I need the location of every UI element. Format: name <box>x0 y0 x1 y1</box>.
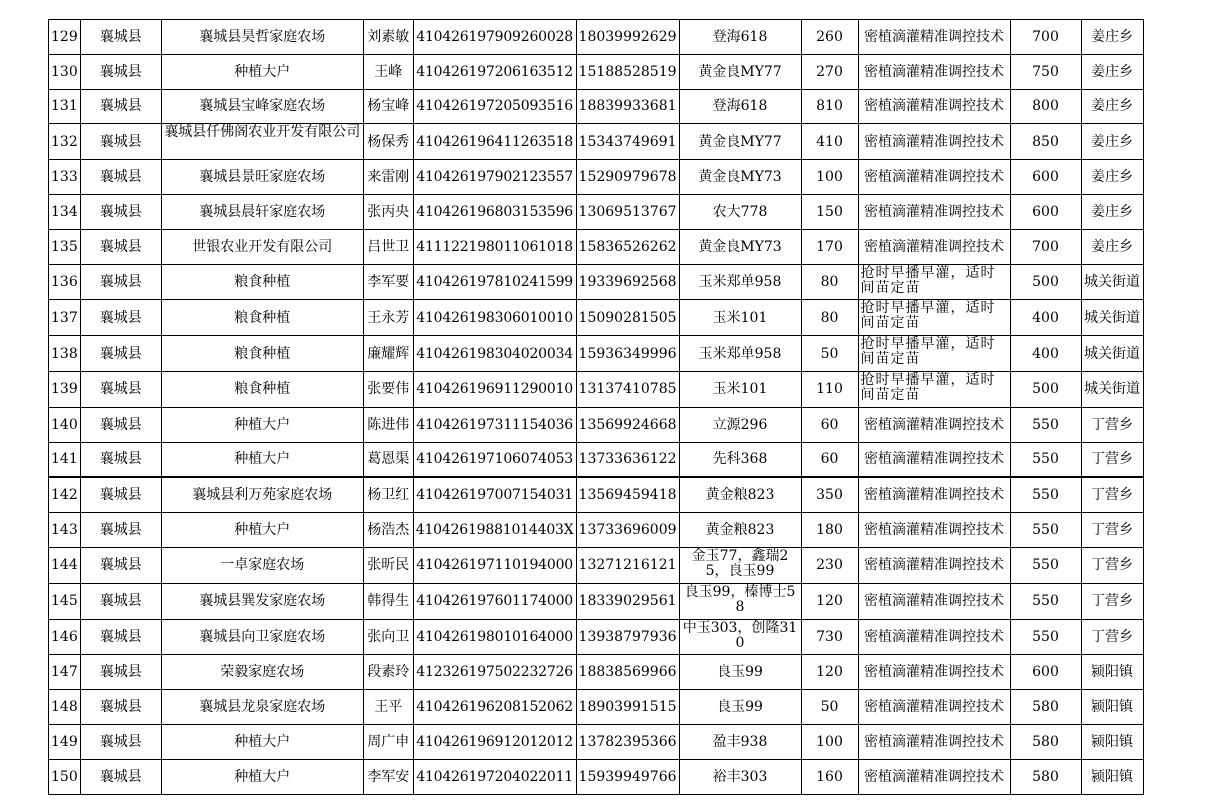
table-row <box>49 54 1144 89</box>
phone-cell: 13069513767 <box>576 194 679 229</box>
county-cell: 襄城县 <box>80 690 161 725</box>
phone-cell: 15343749691 <box>576 124 679 160</box>
area-cell: 120 <box>801 655 858 690</box>
technique-cell: 密植滴灌精准调控技术 <box>858 759 1010 794</box>
township-cell: 丁营乡 <box>1081 442 1143 477</box>
entity-cell: 种植大户 <box>161 407 363 442</box>
contact-name-cell: 杨浩杰 <box>363 513 413 548</box>
county-cell: 襄城县 <box>80 20 161 55</box>
yield-cell: 550 <box>1010 583 1081 619</box>
variety-cell: 黄金粮823 <box>679 513 801 548</box>
area-cell: 120 <box>801 583 858 619</box>
row-number-cell: 142 <box>49 477 81 512</box>
township-cell: 姜庄乡 <box>1081 194 1143 229</box>
area-cell: 110 <box>801 371 858 407</box>
contact-name-cell: 杨卫红 <box>363 477 413 512</box>
id-number-cell: 410426197206163512 <box>413 54 576 89</box>
technique-cell: 密植滴灌精准调控技术 <box>858 547 1010 583</box>
entity-cell: 襄城县宝峰家庭农场 <box>161 89 363 124</box>
entity-cell: 襄城县昊哲家庭农场 <box>161 20 363 55</box>
table-row <box>49 336 1144 372</box>
area-cell: 260 <box>801 20 858 55</box>
entity-cell: 世银农业开发有限公司 <box>161 229 363 264</box>
technique-cell: 抢时早播早灌，适时间苗定苗 <box>858 300 1010 336</box>
contact-name-cell: 张向卫 <box>363 619 413 655</box>
contact-name-cell: 张丙央 <box>363 194 413 229</box>
county-cell: 襄城县 <box>80 160 161 195</box>
county-cell: 襄城县 <box>80 336 161 372</box>
entity-cell: 荣毅家庭农场 <box>161 655 363 690</box>
township-cell: 丁营乡 <box>1081 513 1143 548</box>
yield-cell: 550 <box>1010 407 1081 442</box>
id-number-cell: 410426197106074053 <box>413 442 576 477</box>
technique-cell: 密植滴灌精准调控技术 <box>858 124 1010 160</box>
table-row <box>49 724 1144 759</box>
variety-cell: 先科368 <box>679 442 801 477</box>
phone-cell: 15090281505 <box>576 300 679 336</box>
row-number-cell: 129 <box>49 20 81 55</box>
county-cell: 襄城县 <box>80 759 161 794</box>
contact-name-cell: 吕世卫 <box>363 229 413 264</box>
entity-cell: 襄城县向卫家庭农场 <box>161 619 363 655</box>
contact-name-cell: 刘素敏 <box>363 20 413 55</box>
area-cell: 230 <box>801 547 858 583</box>
township-cell: 姜庄乡 <box>1081 54 1143 89</box>
county-cell: 襄城县 <box>80 655 161 690</box>
row-number-cell: 150 <box>49 759 81 794</box>
entity-cell: 种植大户 <box>161 724 363 759</box>
table-row <box>49 655 1144 690</box>
area-cell: 350 <box>801 477 858 512</box>
variety-cell: 良玉99，榛博士58 <box>679 583 801 619</box>
entity-cell: 襄城县巽发家庭农场 <box>161 583 363 619</box>
county-cell: 襄城县 <box>80 583 161 619</box>
contact-name-cell: 周广申 <box>363 724 413 759</box>
yield-cell: 500 <box>1010 264 1081 300</box>
county-cell: 襄城县 <box>80 724 161 759</box>
township-cell: 颍阳镇 <box>1081 690 1143 725</box>
phone-cell: 18039992629 <box>576 20 679 55</box>
table-row <box>49 619 1144 655</box>
area-cell: 50 <box>801 690 858 725</box>
variety-cell: 黄金良MY77 <box>679 124 801 160</box>
yield-cell: 600 <box>1010 655 1081 690</box>
technique-cell: 抢时早播早灌，适时间苗定苗 <box>858 336 1010 372</box>
phone-cell: 13782395366 <box>576 724 679 759</box>
entity-cell: 粮食种植 <box>161 371 363 407</box>
township-cell: 城关街道 <box>1081 336 1143 372</box>
technique-cell: 密植滴灌精准调控技术 <box>858 513 1010 548</box>
county-cell: 襄城县 <box>80 442 161 477</box>
table-row <box>49 300 1144 336</box>
yield-cell: 550 <box>1010 619 1081 655</box>
county-cell: 襄城县 <box>80 619 161 655</box>
row-number-cell: 143 <box>49 513 81 548</box>
row-number-cell: 145 <box>49 583 81 619</box>
variety-cell: 裕丰303 <box>679 759 801 794</box>
area-cell: 50 <box>801 336 858 372</box>
row-number-cell: 147 <box>49 655 81 690</box>
township-cell: 颍阳镇 <box>1081 724 1143 759</box>
table-row <box>49 264 1144 300</box>
row-number-cell: 139 <box>49 371 81 407</box>
phone-cell: 15188528519 <box>576 54 679 89</box>
phone-cell: 13569924668 <box>576 407 679 442</box>
yield-cell: 800 <box>1010 89 1081 124</box>
technique-cell: 密植滴灌精准调控技术 <box>858 89 1010 124</box>
area-cell: 100 <box>801 160 858 195</box>
yield-cell: 750 <box>1010 54 1081 89</box>
phone-cell: 18339029561 <box>576 583 679 619</box>
phone-cell: 18838569966 <box>576 655 679 690</box>
row-number-cell: 133 <box>49 160 81 195</box>
row-number-cell: 135 <box>49 229 81 264</box>
contact-name-cell: 廉耀辉 <box>363 336 413 372</box>
area-cell: 80 <box>801 264 858 300</box>
variety-cell: 黄金良MY73 <box>679 229 801 264</box>
id-number-cell: 410426198306010010 <box>413 300 576 336</box>
id-number-cell: 411122198011061018 <box>413 229 576 264</box>
table-row <box>49 513 1144 548</box>
variety-cell: 玉米101 <box>679 300 801 336</box>
variety-cell: 良玉99 <box>679 655 801 690</box>
table-body <box>49 20 1144 795</box>
entity-cell: 襄城县晨轩家庭农场 <box>161 194 363 229</box>
phone-cell: 15290979678 <box>576 160 679 195</box>
area-cell: 270 <box>801 54 858 89</box>
phone-cell: 19339692568 <box>576 264 679 300</box>
county-cell: 襄城县 <box>80 194 161 229</box>
phone-cell: 13733636122 <box>576 442 679 477</box>
variety-cell: 黄金粮823 <box>679 477 801 512</box>
technique-cell: 密植滴灌精准调控技术 <box>858 619 1010 655</box>
county-cell: 襄城县 <box>80 89 161 124</box>
township-cell: 姜庄乡 <box>1081 89 1143 124</box>
yield-cell: 550 <box>1010 477 1081 512</box>
county-cell: 襄城县 <box>80 124 161 160</box>
contact-name-cell: 陈进伟 <box>363 407 413 442</box>
table-row <box>49 442 1144 477</box>
variety-cell: 中玉303，创隆310 <box>679 619 801 655</box>
id-number-cell: 410426196912012012 <box>413 724 576 759</box>
table-row <box>49 583 1144 619</box>
township-cell: 姜庄乡 <box>1081 229 1143 264</box>
yield-cell: 400 <box>1010 300 1081 336</box>
area-cell: 150 <box>801 194 858 229</box>
yield-cell: 600 <box>1010 160 1081 195</box>
area-cell: 410 <box>801 124 858 160</box>
county-cell: 襄城县 <box>80 264 161 300</box>
township-cell: 丁营乡 <box>1081 619 1143 655</box>
entity-cell: 一卓家庭农场 <box>161 547 363 583</box>
id-number-cell: 410426197810241599 <box>413 264 576 300</box>
technique-cell: 密植滴灌精准调控技术 <box>858 160 1010 195</box>
id-number-cell: 410426198010164000 <box>413 619 576 655</box>
technique-cell: 密植滴灌精准调控技术 <box>858 229 1010 264</box>
id-number-cell: 412326197502232726 <box>413 655 576 690</box>
phone-cell: 18903991515 <box>576 690 679 725</box>
entity-cell: 襄城县龙泉家庭农场 <box>161 690 363 725</box>
row-number-cell: 137 <box>49 300 81 336</box>
entity-cell: 种植大户 <box>161 759 363 794</box>
row-number-cell: 140 <box>49 407 81 442</box>
row-number-cell: 138 <box>49 336 81 372</box>
technique-cell: 抢时早播早灌，适时间苗定苗 <box>858 264 1010 300</box>
variety-cell: 金玉77，鑫瑞25，良玉99 <box>679 547 801 583</box>
technique-cell: 密植滴灌精准调控技术 <box>858 54 1010 89</box>
township-cell: 姜庄乡 <box>1081 160 1143 195</box>
id-number-cell: 410426196803153596 <box>413 194 576 229</box>
entity-cell: 襄城县仟佛阁农业开发有限公司 <box>161 124 363 160</box>
county-cell: 襄城县 <box>80 547 161 583</box>
phone-cell: 15836526262 <box>576 229 679 264</box>
table-row <box>49 371 1144 407</box>
variety-cell: 玉米郑单958 <box>679 264 801 300</box>
phone-cell: 13271216121 <box>576 547 679 583</box>
technique-cell: 抢时早播早灌，适时间苗定苗 <box>858 371 1010 407</box>
variety-cell: 良玉99 <box>679 690 801 725</box>
area-cell: 810 <box>801 89 858 124</box>
yield-cell: 580 <box>1010 724 1081 759</box>
contact-name-cell: 张昕民 <box>363 547 413 583</box>
contact-name-cell: 张要伟 <box>363 371 413 407</box>
yield-cell: 700 <box>1010 229 1081 264</box>
row-number-cell: 144 <box>49 547 81 583</box>
township-cell: 颍阳镇 <box>1081 655 1143 690</box>
id-number-cell: 410426198304020034 <box>413 336 576 372</box>
area-cell: 730 <box>801 619 858 655</box>
technique-cell: 密植滴灌精准调控技术 <box>858 20 1010 55</box>
table-row <box>49 407 1144 442</box>
phone-cell: 13733696009 <box>576 513 679 548</box>
technique-cell: 密植滴灌精准调控技术 <box>858 655 1010 690</box>
county-cell: 襄城县 <box>80 513 161 548</box>
row-number-cell: 146 <box>49 619 81 655</box>
row-number-cell: 134 <box>49 194 81 229</box>
grower-table <box>48 19 1144 795</box>
area-cell: 170 <box>801 229 858 264</box>
technique-cell: 密植滴灌精准调控技术 <box>858 724 1010 759</box>
row-number-cell: 130 <box>49 54 81 89</box>
township-cell: 丁营乡 <box>1081 477 1143 512</box>
township-cell: 城关街道 <box>1081 264 1143 300</box>
entity-cell: 襄城县利万苑家庭农场 <box>161 477 363 512</box>
variety-cell: 玉米101 <box>679 371 801 407</box>
technique-cell: 密植滴灌精准调控技术 <box>858 583 1010 619</box>
area-cell: 60 <box>801 442 858 477</box>
entity-cell: 粮食种植 <box>161 336 363 372</box>
contact-name-cell: 李军要 <box>363 264 413 300</box>
contact-name-cell: 王永芳 <box>363 300 413 336</box>
technique-cell: 密植滴灌精准调控技术 <box>858 690 1010 725</box>
area-cell: 80 <box>801 300 858 336</box>
id-number-cell: 410426197205093516 <box>413 89 576 124</box>
technique-cell: 密植滴灌精准调控技术 <box>858 442 1010 477</box>
phone-cell: 18839933681 <box>576 89 679 124</box>
yield-cell: 600 <box>1010 194 1081 229</box>
township-cell: 城关街道 <box>1081 371 1143 407</box>
row-number-cell: 148 <box>49 690 81 725</box>
entity-cell: 种植大户 <box>161 442 363 477</box>
county-cell: 襄城县 <box>80 229 161 264</box>
technique-cell: 密植滴灌精准调控技术 <box>858 407 1010 442</box>
table-row <box>49 89 1144 124</box>
township-cell: 丁营乡 <box>1081 547 1143 583</box>
id-number-cell: 410426197902123557 <box>413 160 576 195</box>
technique-cell: 密植滴灌精准调控技术 <box>858 194 1010 229</box>
id-number-cell: 410426196911290010 <box>413 371 576 407</box>
row-number-cell: 149 <box>49 724 81 759</box>
county-cell: 襄城县 <box>80 54 161 89</box>
id-number-cell: 410426197909260028 <box>413 20 576 55</box>
county-cell: 襄城县 <box>80 477 161 512</box>
row-number-cell: 141 <box>49 442 81 477</box>
table-row <box>49 547 1144 583</box>
area-cell: 100 <box>801 724 858 759</box>
entity-cell: 种植大户 <box>161 513 363 548</box>
id-number-cell: 410426196208152062 <box>413 690 576 725</box>
table-row <box>49 759 1144 794</box>
yield-cell: 580 <box>1010 690 1081 725</box>
id-number-cell: 410426196411263518 <box>413 124 576 160</box>
variety-cell: 立源296 <box>679 407 801 442</box>
township-cell: 姜庄乡 <box>1081 124 1143 160</box>
table-row <box>49 229 1144 264</box>
phone-cell: 13938797936 <box>576 619 679 655</box>
variety-cell: 黄金良MY77 <box>679 54 801 89</box>
phone-cell: 13569459418 <box>576 477 679 512</box>
id-number-cell: 410426197601174000 <box>413 583 576 619</box>
yield-cell: 850 <box>1010 124 1081 160</box>
entity-cell: 襄城县景旺家庭农场 <box>161 160 363 195</box>
phone-cell: 15939949766 <box>576 759 679 794</box>
area-cell: 160 <box>801 759 858 794</box>
yield-cell: 580 <box>1010 759 1081 794</box>
entity-cell: 粮食种植 <box>161 264 363 300</box>
county-cell: 襄城县 <box>80 407 161 442</box>
id-number-cell: 410426197007154031 <box>413 477 576 512</box>
id-number-cell: 41042619881014403X <box>413 513 576 548</box>
contact-name-cell: 段素玲 <box>363 655 413 690</box>
variety-cell: 登海618 <box>679 20 801 55</box>
county-cell: 襄城县 <box>80 371 161 407</box>
yield-cell: 700 <box>1010 20 1081 55</box>
id-number-cell: 410426197311154036 <box>413 407 576 442</box>
contact-name-cell: 杨保秀 <box>363 124 413 160</box>
area-cell: 60 <box>801 407 858 442</box>
table-row <box>49 690 1144 725</box>
contact-name-cell: 李军安 <box>363 759 413 794</box>
area-cell: 180 <box>801 513 858 548</box>
table-row <box>49 477 1144 512</box>
contact-name-cell: 王峰 <box>363 54 413 89</box>
yield-cell: 500 <box>1010 371 1081 407</box>
contact-name-cell: 杨宝峰 <box>363 89 413 124</box>
row-number-cell: 136 <box>49 264 81 300</box>
township-cell: 丁营乡 <box>1081 407 1143 442</box>
contact-name-cell: 葛恩渠 <box>363 442 413 477</box>
entity-cell: 粮食种植 <box>161 300 363 336</box>
technique-cell: 密植滴灌精准调控技术 <box>858 477 1010 512</box>
table-row <box>49 124 1144 160</box>
entity-cell: 种植大户 <box>161 54 363 89</box>
contact-name-cell: 王平 <box>363 690 413 725</box>
variety-cell: 登海618 <box>679 89 801 124</box>
township-cell: 姜庄乡 <box>1081 20 1143 55</box>
variety-cell: 黄金良MY73 <box>679 160 801 195</box>
variety-cell: 玉米郑单958 <box>679 336 801 372</box>
row-number-cell: 131 <box>49 89 81 124</box>
yield-cell: 550 <box>1010 442 1081 477</box>
table-row <box>49 194 1144 229</box>
township-cell: 城关街道 <box>1081 300 1143 336</box>
data-sheet <box>48 19 1144 795</box>
id-number-cell: 410426197204022011 <box>413 759 576 794</box>
id-number-cell: 410426197110194000 <box>413 547 576 583</box>
township-cell: 丁营乡 <box>1081 583 1143 619</box>
table-row <box>49 20 1144 55</box>
contact-name-cell: 韩得生 <box>363 583 413 619</box>
row-number-cell: 132 <box>49 124 81 160</box>
yield-cell: 550 <box>1010 547 1081 583</box>
yield-cell: 400 <box>1010 336 1081 372</box>
county-cell: 襄城县 <box>80 300 161 336</box>
variety-cell: 盈丰938 <box>679 724 801 759</box>
yield-cell: 550 <box>1010 513 1081 548</box>
contact-name-cell: 来雷刚 <box>363 160 413 195</box>
phone-cell: 15936349996 <box>576 336 679 372</box>
table-row <box>49 160 1144 195</box>
variety-cell: 农大778 <box>679 194 801 229</box>
phone-cell: 13137410785 <box>576 371 679 407</box>
township-cell: 颍阳镇 <box>1081 759 1143 794</box>
